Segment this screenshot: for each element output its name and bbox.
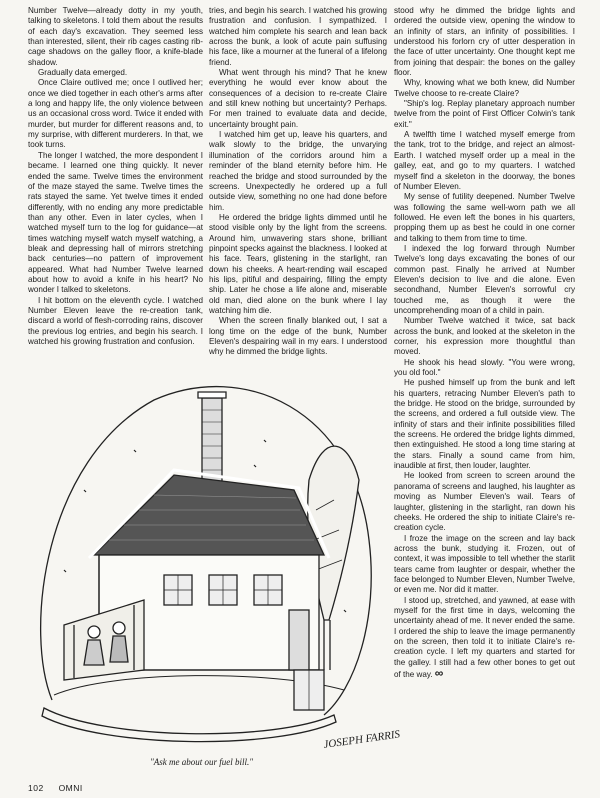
person-body (110, 636, 128, 662)
end-of-story-icon: ∞ (434, 666, 444, 680)
door (289, 610, 309, 670)
text-column-left (28, 6, 203, 371)
artist-signature: JOSEPH FARRIS (322, 728, 401, 751)
paragraph: A twelfth time I watched myself emerge from the tank, trot to the bridge, and reject an almost-Earth. I watched myself order up a meal in the galley, eat, and go to my quarters. I watched myself find a skeleton in the doorway, the bones of Number Eleven. (394, 130, 575, 191)
paragraph: Number Twelve—already dotty in my youth, talking to skeletons. I told them about the results of each day's excavation. They seemed less than interested, silent, their rib cages casting rib-cage shadows on the galley floor, a knife-blade shadow. (28, 6, 203, 67)
paragraph: I hit bottom on the eleventh cycle. I watched Number Eleven leave the re-creation tank, discard a world of flesh-corroding rains, discover the previous log entries, and begin his search. I watched his growing frustration and confusion. (28, 295, 203, 346)
paragraph-text: I stood up, stretched, and yawned, at ease with myself for the first time in days, welcoming the uncertainty ahead of me. It never ended the same. I ordered the ship to leave the image permanently on the screen, then told it to initiate Claire's re-creation cycle. I left my quarters and started for the galley. I still had a few other bones to get out of the way. (394, 595, 575, 679)
person-head (88, 626, 100, 638)
paragraph: Number Twelve watched it twice, sat back across the bunk, and looked at the skeleton in the corner, his expression more thoughtful than moved. (394, 316, 575, 357)
paragraph: Once Claire outlived me; once I outlived her; once we died together in each other's arms after a long and happy life, the only violence between us an occasional cross word. Twice it ended with murder, but murder for different reasons and, to my surprise, with different murderers. In that, we took turns. (28, 78, 203, 150)
person-head (113, 622, 125, 634)
snow-globe-base (42, 708, 336, 742)
paragraph: "Ship's log. Replay planetary approach number twelve from the point of First Officer Colwin's tank exit." (394, 99, 575, 129)
paragraph: My sense of futility deepened. Number Twelve was following the same well-worn path we all followed. He even left the bones in his quarters, propping them up as best he could in one corner and talking to them from time to time. (394, 192, 575, 243)
text-column-right (394, 6, 575, 791)
paragraph: tries, and begin his search. I watched his growing frustration and confusion. I sympathized. I watched him complete his search and lean back across the bunk, a look of acute pain suffusing his face, like a mourner at the funeral of a lifelong friend. (209, 6, 387, 67)
paragraph: He looked from screen to screen around the panorama of screens and laughed, his laughter as moving as Number Eleven's wail. Tears of laughter, glistening in the starlight, ran down his cheeks. He ordered the ship to initiate Claire's re-creation cycle. (394, 471, 575, 533)
page-number: 102 (28, 783, 44, 793)
paragraph: I indexed the log forward through Number Twelve's long days excavating the bones of our common past. Finally he arrived at Number Eleven's decision to live and die alone. Even secondhand, Number Eleven's sorrowful cry touched me, as though it were the uncomprehending moan of a child in pain. (394, 243, 575, 315)
person-body (84, 640, 104, 665)
paragraph: He pushed himself up from the bunk and left his quarters, retracing Number Eleven's path to the bridge. He stood on the bridge, surrounded by the screens, and ordered a full outside view. The infinity of stars and their infinite possibilities filled the screens. He ordered the bridge lights dimmed, then extinguished. He stood a long time staring at the stars. Finally a sound came from him, inaudible at first, then louder, laughter. (394, 378, 575, 471)
cartoon-caption: "Ask me about our fuel bill." (150, 757, 254, 767)
paragraph: Gradually data emerged. (38, 68, 128, 78)
porch (64, 600, 144, 680)
text-column-middle (209, 6, 387, 372)
paragraph: He ordered the bridge lights dimmed until he stood visible only by the light from the screens. Around him, unwavering stars shone, brilliant pinpoint specks against the blackness. I looked at his face. Tears, glistening in the starlight, ran down his cheeks. A heart-rending wail escaped his lips, pitiful and despairing, filling the empty ship. Later he chose a life alone and, miserable old man, died alone on the bunk where I lay watching him die. (209, 212, 387, 315)
paragraph: I watched him get up, leave his quarters, and walk slowly to the bridge, the unvarying illumination of the corridors around him a reminder of the bland eternity before him. He reached the bridge and stood surrounded by the screens. Unexpectedly he ordered up a full outside view, something no one had done before him. (209, 130, 387, 212)
paragraph: Why, knowing what we both knew, did Number Twelve choose to re-create Claire? (394, 78, 575, 98)
paragraph: The longer I watched, the more despondent I became. I learned one thing quickly. It never ended the same. Twelve times the environment of the maze stayed the same. Twelve times the rats stayed the same. Yet twelve times it ended differently, with no ending any more predictable than any other. Even in later cycles, when I watched myself turn to the log for guidance—at times watching myself watch myself watching, a bleak and depressing hall of mirrors stretching back centuries—no pattern of improvement appeared. What had Number Twelve learned about how to avoid a knife in his heart? No wonder I talked to skeletons. (28, 150, 203, 295)
paragraph: When the screen finally blanked out, I sat a long time on the edge of the bunk, Number Eleven's despairing wail in my ears. I understood why he dimmed the bridge lights. (209, 316, 387, 357)
magazine-name: OMNI (58, 783, 83, 793)
paragraph: stood why he dimmed the bridge lights and ordered the outside view, opening the window to an infinity of stars, an infinity of possibilities. I understood his forlorn cry of utter desperation in the face of utter uncertainty. One thought kept me from joining that despair: the bones on the galley floor. (394, 6, 575, 78)
paragraph-final (394, 596, 575, 681)
paragraph: What went through his mind? That he knew everything he would ever know about the consequences of a decision to re-create Claire and still knew nothing but uncertainty? Perhaps. For men trained to evaluate data and decide, uncertainty brought pain. (209, 68, 387, 129)
cartoon-illustration (24, 370, 401, 780)
page-footer (28, 783, 95, 793)
paragraph: I froze the image on the screen and lay back across the bunk, studying it. Frozen, out of context, it was impossible to tell whether the starlit tears came from laughter or despair, whether the face belonged to Number Eleven, Number Twelve, or even me. Nor did it matter. (394, 533, 575, 595)
paragraph: He shook his head slowly. "You were wrong, you old fool." (394, 357, 575, 378)
